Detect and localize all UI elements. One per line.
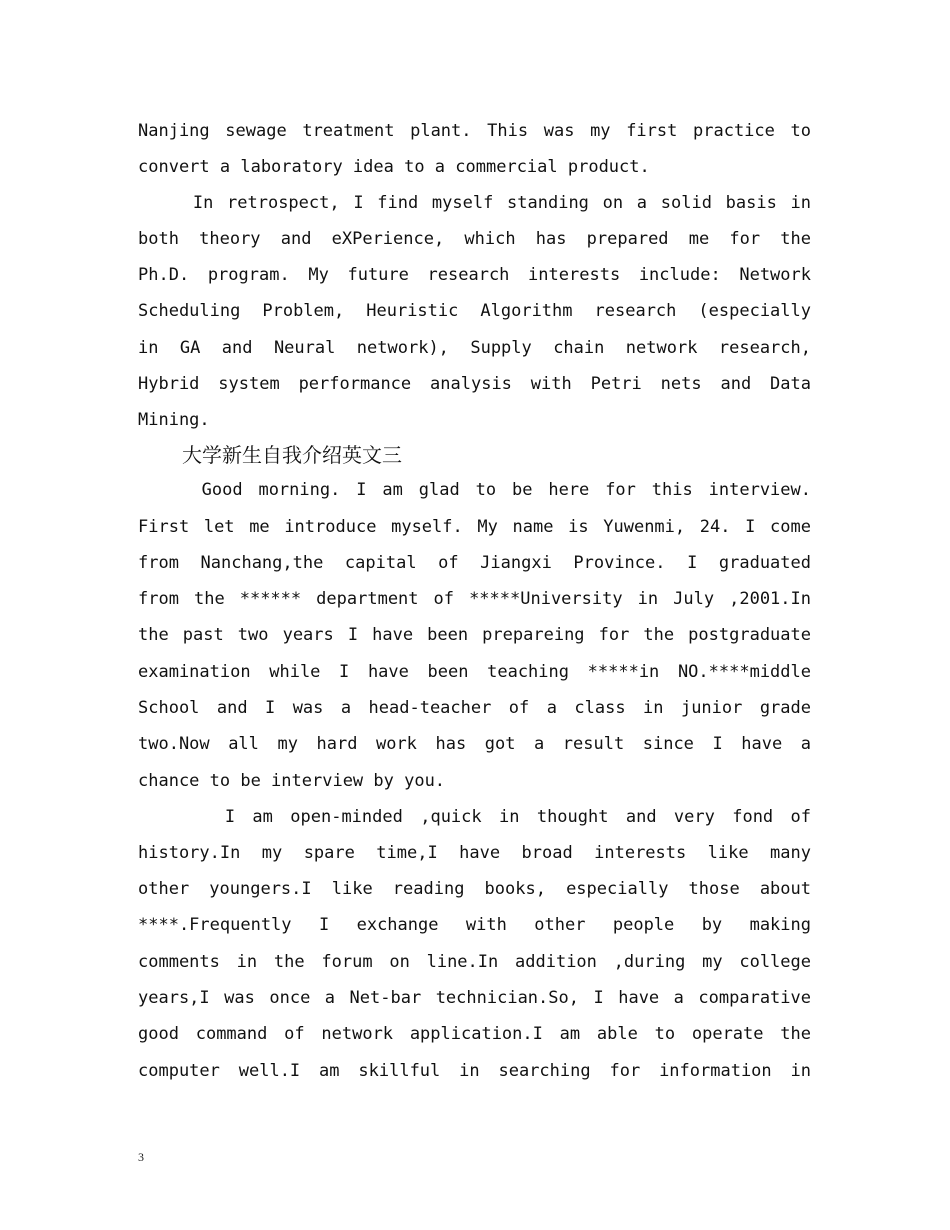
text-line: chance to be interview by you. [138, 771, 446, 791]
text-line: ****.Frequently I exchange with other people by making [138, 915, 811, 935]
text-line: history.In my spare time,I have broad interests like many [138, 843, 811, 863]
text-line: from Nanchang,the capital of Jiangxi Province. I graduated [138, 553, 811, 573]
section-heading: 大学新生自我介绍英文三 [182, 443, 402, 467]
text-line: both theory and eXPerience, which has prepared me for the [138, 229, 811, 249]
text-line: examination while I have been teaching *****in NO.****middle [138, 662, 811, 682]
text-line: School and I was a head-teacher of a class in junior grade [138, 698, 811, 718]
text-line: from the ****** department of *****University in July ,2001.In [138, 589, 811, 609]
text-line: convert a laboratory idea to a commercial product. [138, 157, 650, 177]
text-line: in GA and Neural network), Supply chain network research, [138, 338, 811, 358]
text-line: comments in the forum on line.In addition ,during my college [138, 952, 811, 972]
text-line: I am open-minded ,quick in thought and very fond of [138, 807, 811, 827]
text-line: the past two years I have been prepareing for the postgraduate [138, 625, 811, 645]
text-line: Good morning. I am glad to be here for this interview. [138, 480, 811, 500]
text-line: good command of network application.I am able to operate the [138, 1024, 811, 1044]
text-line: Ph.D. program. My future research interests include: Network [138, 265, 811, 285]
text-line: computer well.I am skillful in searching for information in [138, 1061, 811, 1081]
page-number: 3 [138, 1150, 144, 1164]
text-line: two.Now all my hard work has got a result since I have a [138, 734, 811, 754]
text-line: First let me introduce myself. My name is Yuwenmi, 24. I come [138, 517, 811, 537]
text-line: Nanjing sewage treatment plant. This was my first practice to [138, 121, 811, 141]
text-line: Mining. [138, 410, 210, 430]
text-line: Scheduling Problem, Heuristic Algorithm research (especially [138, 301, 811, 321]
text-line: other youngers.I like reading books, especially those about [138, 879, 811, 899]
text-line: years,I was once a Net-bar technician.So, I have a comparative [138, 988, 811, 1008]
text-line: In retrospect, I find myself standing on a solid basis in [138, 193, 811, 213]
text-line: Hybrid system performance analysis with Petri nets and Data [138, 374, 811, 394]
